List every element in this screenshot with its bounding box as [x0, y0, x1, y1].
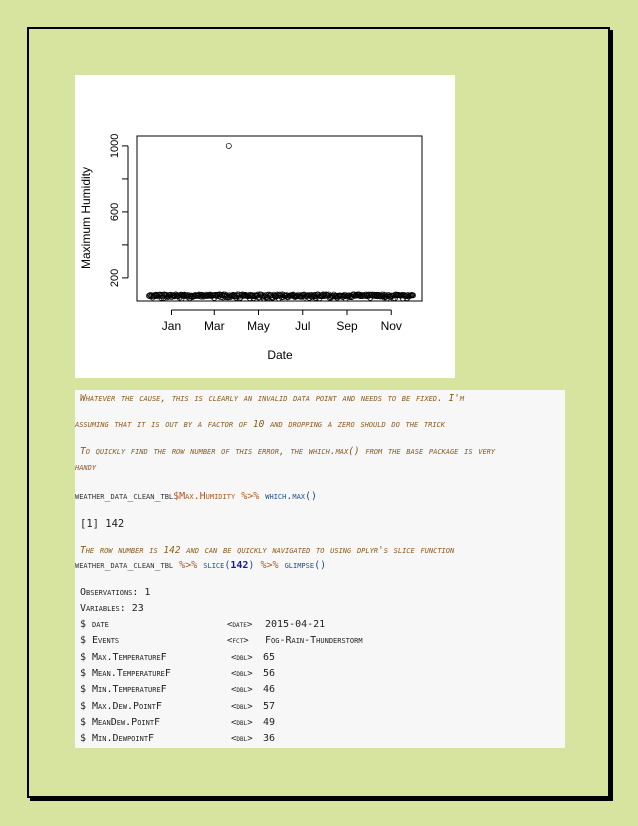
code-panel [75, 390, 565, 748]
glimpse-field-name: $ Min.TemperatureF [80, 684, 167, 696]
x-tick-label: Sep [336, 319, 358, 333]
glimpse-field-name: $ Mean.TemperatureF [80, 667, 171, 679]
x-tick-label: Jan [161, 319, 182, 333]
glimpse-field-value: 56 [263, 667, 276, 679]
code2-number: 142 [230, 560, 249, 571]
glimpse-field-name: $ Max.Dew.PointF [80, 700, 162, 712]
paragraph-2-line-2: handy [75, 462, 97, 473]
glimpse-field-name: $ Max.TemperatureF [80, 651, 167, 663]
code1-column: $Max.Humidity [173, 491, 236, 502]
glimpse-field-type: <dbl> [231, 717, 253, 728]
glimpse-field-type: <dbl> [231, 734, 253, 745]
data-point [226, 143, 231, 148]
glimpse-field-value: 65 [263, 651, 276, 663]
code-line-1 [75, 491, 317, 502]
glimpse-field-name: $ Min.DewpointF [80, 733, 155, 745]
code2-pipe-2: %>% [260, 560, 279, 571]
paragraph-1-line-1: Whatever the cause, this is clearly an invalid data point and needs to be fixed. I'm [80, 393, 465, 404]
y-axis-label: Maximum Humidity [79, 166, 93, 270]
paragraph-1-line-2: assuming that it is out by a factor of 10 and dropping a zero should do the trick [75, 419, 445, 430]
x-tick-label: Jul [295, 319, 311, 333]
code1-function: which.max() [265, 491, 318, 502]
glimpse-field-name: $ MeanDew.PointF [80, 716, 161, 728]
code2-close: ) [248, 560, 255, 571]
glimpse-field-name: $ Events [80, 635, 120, 647]
paragraph-2-line-1: To quickly find the row number of this error, the which.max() from the base package is very [80, 446, 496, 457]
glimpse-field-value: 49 [263, 716, 276, 728]
x-axis-label: Date [267, 348, 293, 362]
x-axis [162, 310, 402, 333]
x-tick-label: Mar [203, 319, 225, 333]
code2-pipe-1: %>% [179, 560, 198, 571]
code2-slice: slice( [203, 560, 231, 571]
code1-object: weather_data_clean_tbl [75, 491, 174, 502]
glimpse-field-type: <dbl> [231, 668, 253, 679]
paragraph-3: The row number is 142 and can be quickly navigated to using dplyr's slice function [80, 545, 455, 556]
glimpse-field-type: <dbl> [231, 701, 253, 712]
output-line-1: [1] 142 [80, 518, 125, 530]
code2-glimpse: glimpse() [284, 560, 327, 571]
x-tick-label: May [247, 319, 270, 333]
glimpse-field-value: 2015-04-21 [265, 619, 326, 630]
glimpse-field-value: 57 [263, 700, 276, 712]
scatter-plot-svg [75, 75, 455, 378]
glimpse-field-type: <date> [227, 620, 253, 630]
data-points [146, 143, 415, 301]
code1-pipe: %>% [241, 491, 260, 502]
y-tick-label: 1000 [109, 133, 121, 159]
code-line-2 [75, 560, 326, 571]
y-tick-label: 600 [109, 202, 121, 222]
glimpse-field-type: <dbl> [231, 652, 253, 663]
glimpse-field-type: <dbl> [231, 685, 253, 696]
y-axis [109, 134, 128, 287]
y-tick-label: 200 [109, 268, 121, 288]
glimpse-observations: Observations: 1 [80, 587, 151, 598]
glimpse-field-type: <fct> [227, 636, 249, 647]
scatter-plot [75, 75, 455, 378]
plot-box [137, 136, 422, 301]
glimpse-variables: Variables: 23 [80, 603, 144, 614]
code2-object: weather_data_clean_tbl [75, 560, 174, 571]
glimpse-field-name: $ date [80, 619, 109, 630]
x-tick-label: Nov [380, 319, 402, 333]
glimpse-field-value: Fog-Rain-Thunderstorm [265, 635, 363, 647]
glimpse-field-value: 46 [263, 684, 276, 696]
glimpse-field-value: 36 [263, 733, 276, 745]
